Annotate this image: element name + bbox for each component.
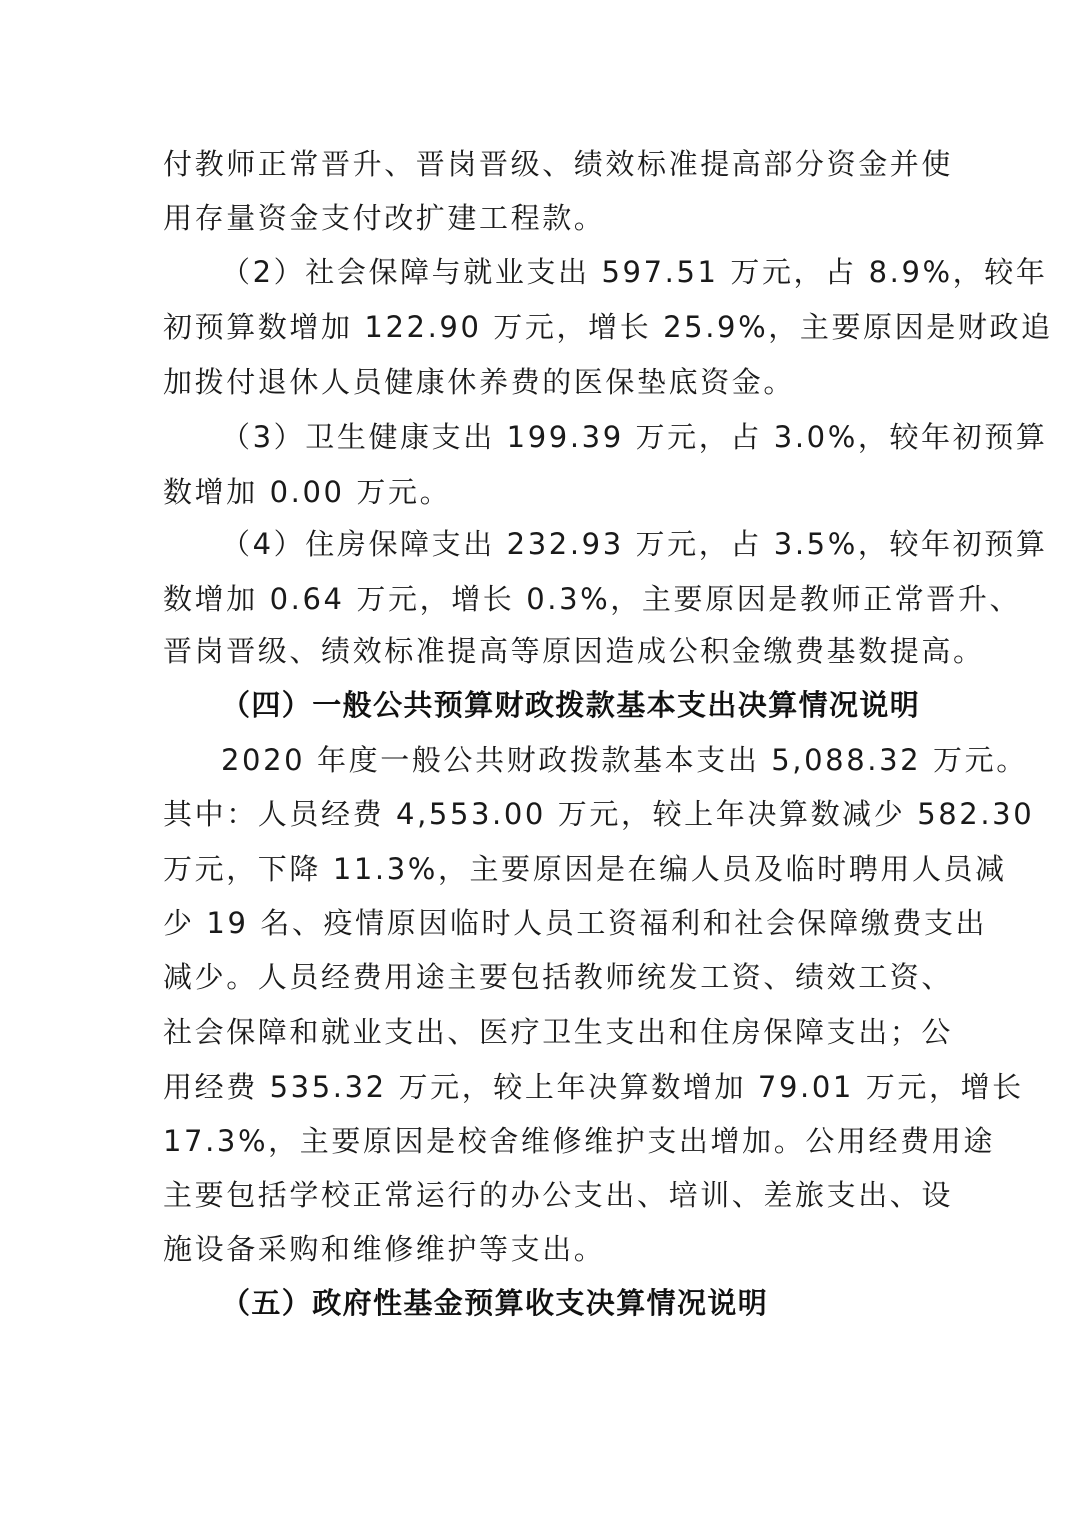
paragraph-line: 初预算数增加 122.90 万元，增长 25.9%，主要原因是财政追 [163,310,1053,344]
paragraph-line: 2020 年度一般公共财政拨款基本支出 5,088.32 万元。 [221,743,1028,777]
section-heading: （五）政府性基金预算收支决算情况说明 [221,1286,769,1320]
paragraph-line: 用经费 535.32 万元，较上年决算数增加 79.01 万元，增长 [163,1070,1024,1104]
paragraph-line: （2）社会保障与就业支出 597.51 万元，占 8.9%，较年 [221,255,1048,289]
section-heading: （四）一般公共预算财政拨款基本支出决算情况说明 [221,688,921,722]
paragraph-line: 其中：人员经费 4,553.00 万元，较上年决算数减少 582.30 [163,797,1035,831]
paragraph-line: 晋岗晋级、绩效标准提高等原因造成公积金缴费基数提高。 [163,634,985,668]
paragraph-line: 减少。人员经费用途主要包括教师统发工资、绩效工资、 [163,960,954,994]
paragraph-line: 万元，下降 11.3%，主要原因是在编人员及临时聘用人员减 [163,852,1007,886]
paragraph-line: （3）卫生健康支出 199.39 万元，占 3.0%，较年初预算 [221,420,1048,454]
paragraph-line: 用存量资金支付改扩建工程款。 [163,201,606,235]
paragraph-line: 付教师正常晋升、晋岗晋级、绩效标准提高部分资金并使 [163,147,954,181]
paragraph-line: 数增加 0.64 万元，增长 0.3%，主要原因是教师正常晋升、 [163,582,1022,616]
paragraph-line: 少 19 名、疫情原因临时人员工资福利和社会保障缴费支出 [163,906,988,940]
paragraph-line: 施设备采购和维修维护等支出。 [163,1232,606,1266]
paragraph-line: 主要包括学校正常运行的办公支出、培训、差旅支出、设 [163,1178,954,1212]
paragraph-line: 社会保障和就业支出、医疗卫生支出和住房保障支出；公 [163,1015,954,1049]
paragraph-line: （4）住房保障支出 232.93 万元，占 3.5%，较年初预算 [221,527,1048,561]
paragraph-line: 数增加 0.00 万元。 [163,475,452,509]
paragraph-line: 加拨付退休人员健康休养费的医保垫底资金。 [163,365,796,399]
paragraph-line: 17.3%，主要原因是校舍维修维护支出增加。公用经费用途 [163,1124,995,1158]
